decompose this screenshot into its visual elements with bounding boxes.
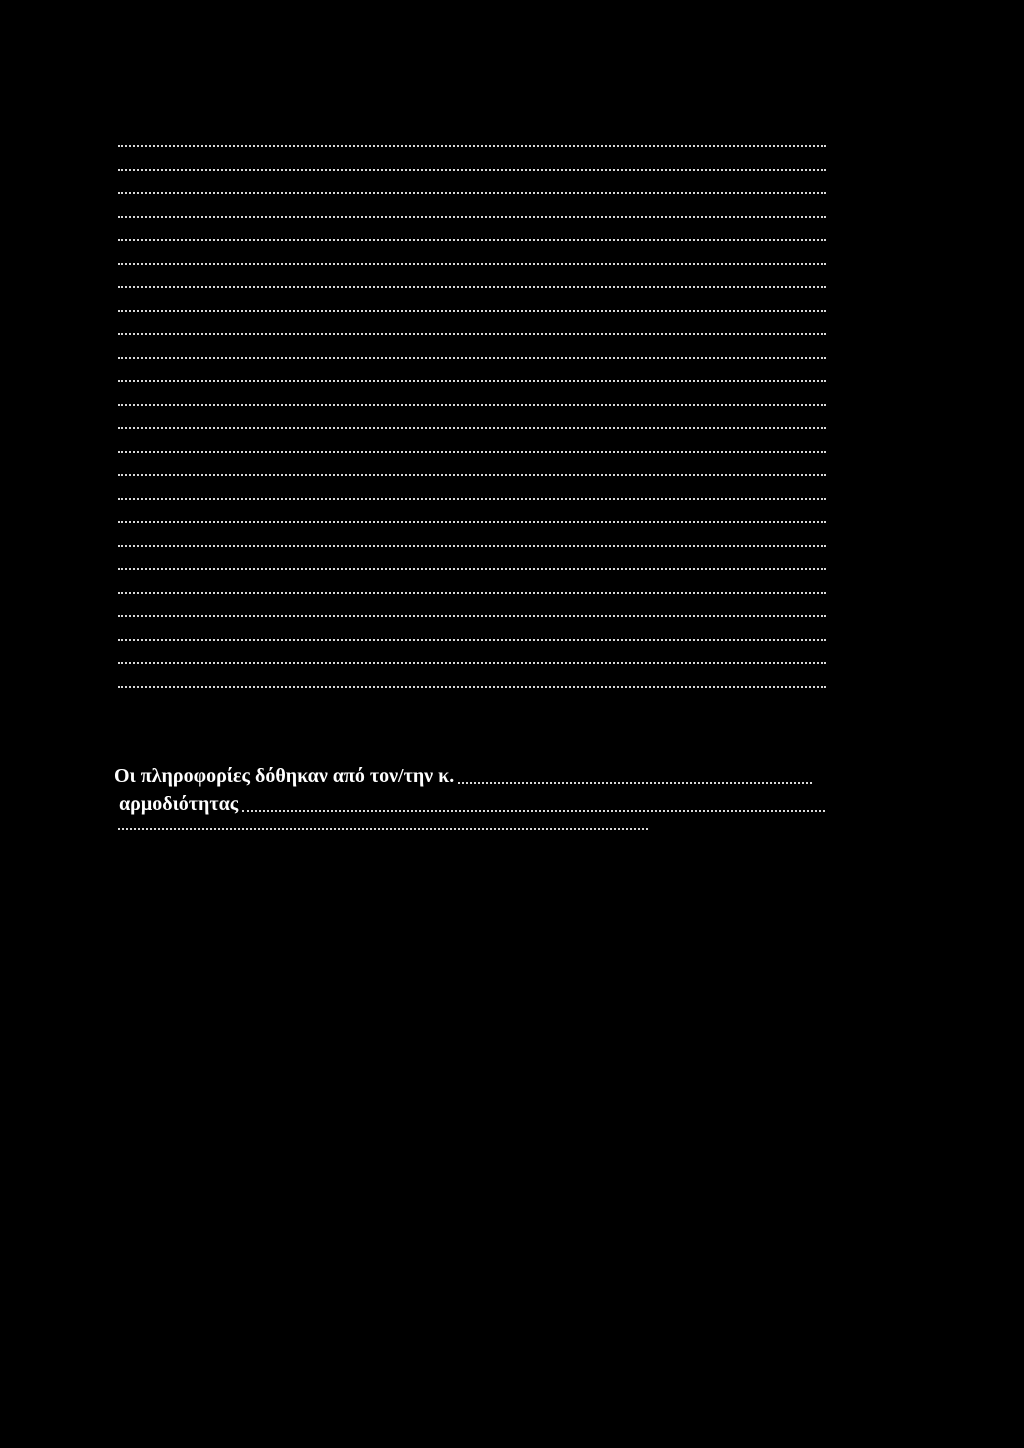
blank-dotted-line[interactable] — [118, 218, 826, 242]
blank-dotted-lines — [118, 145, 826, 688]
blank-dotted-line[interactable] — [118, 265, 826, 289]
blank-dotted-line[interactable] — [118, 241, 826, 265]
competence-label: αρμοδιότητας — [119, 793, 239, 815]
given-by-line — [114, 764, 812, 788]
blank-dotted-line[interactable] — [118, 429, 826, 453]
blank-dotted-line[interactable] — [118, 335, 826, 359]
blank-dotted-line[interactable] — [118, 570, 826, 594]
blank-dotted-line[interactable] — [118, 359, 826, 383]
blank-dotted-line[interactable] — [118, 500, 826, 524]
given-by-fill-field[interactable] — [458, 782, 812, 784]
blank-dotted-line[interactable] — [118, 147, 826, 171]
competence-continuation-line[interactable] — [118, 828, 648, 830]
blank-dotted-line[interactable] — [118, 406, 826, 430]
blank-dotted-line[interactable] — [118, 382, 826, 406]
blank-dotted-line[interactable] — [118, 547, 826, 571]
blank-dotted-line[interactable] — [118, 288, 826, 312]
competence-fill-field[interactable] — [242, 810, 825, 812]
blank-dotted-line[interactable] — [118, 523, 826, 547]
blank-dotted-line[interactable] — [118, 594, 826, 618]
blank-dotted-line[interactable] — [118, 171, 826, 195]
competence-line — [119, 792, 825, 816]
blank-dotted-line[interactable] — [118, 476, 826, 500]
blank-dotted-line[interactable] — [118, 312, 826, 336]
blank-dotted-line[interactable] — [118, 194, 826, 218]
blank-dotted-line[interactable] — [118, 453, 826, 477]
given-by-label: Οι πληροφορίες δόθηκαν από τον/την κ. — [114, 765, 455, 787]
blank-dotted-line[interactable] — [118, 664, 826, 688]
blank-dotted-line[interactable] — [118, 617, 826, 641]
blank-dotted-line[interactable] — [118, 641, 826, 665]
